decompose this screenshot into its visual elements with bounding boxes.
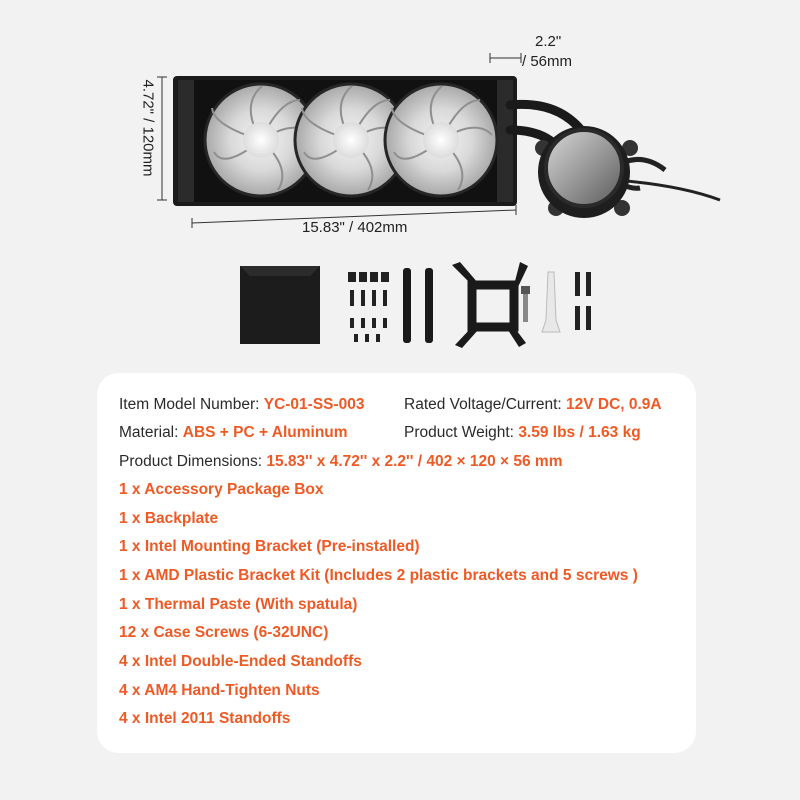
package-item: 1 x Accessory Package Box	[119, 481, 324, 498]
model-value: YC-01-SS-003	[263, 396, 365, 413]
package-item: 1 x AMD Plastic Bracket Kit (Includes 2 plastic brackets and 5 screws )	[119, 567, 638, 584]
package-item: 4 x Intel 2011 Standoffs	[119, 710, 291, 727]
material-value: ABS + PC + Aluminum	[182, 424, 348, 441]
spec-row-weight	[404, 423, 641, 443]
model-label: Item Model Number:	[119, 396, 260, 413]
width-dimension-label: 15.83" / 402mm	[302, 219, 408, 236]
dimensions-label: Product Dimensions:	[119, 453, 263, 470]
package-item: 4 x Intel Double-Ended Standoffs	[119, 653, 362, 670]
package-item: 1 x Intel Mounting Bracket (Pre-installed)	[119, 538, 420, 555]
intel-bracket	[452, 262, 528, 348]
package-item: 1 x Backplate	[119, 510, 219, 527]
spec-card	[97, 373, 696, 753]
voltage-value: 12V DC, 0.9A	[566, 396, 662, 413]
spec-row-model	[119, 395, 365, 415]
height-dimension-label: 4.72" / 120mm	[139, 79, 157, 177]
package-item: 12 x Case Screws (6-32UNC)	[119, 624, 329, 641]
material-label: Material:	[119, 424, 179, 441]
standoffs	[575, 272, 591, 330]
spec-row-voltage	[404, 395, 662, 415]
weight-value: 3.59 lbs / 1.63 kg	[518, 424, 641, 441]
spec-row-material	[119, 423, 348, 443]
product-illustration	[0, 0, 800, 370]
amd-brackets	[403, 268, 433, 343]
package-item: 1 x Thermal Paste (With spatula)	[119, 596, 358, 613]
voltage-label: Rated Voltage/Current:	[404, 396, 562, 413]
accessory-box	[240, 266, 320, 344]
depth-dimension-mm: / 56mm	[522, 53, 573, 70]
depth-dimension-inches: 2.2"	[535, 33, 562, 50]
spec-row-dimensions	[119, 452, 563, 472]
package-item: 4 x AM4 Hand-Tighten Nuts	[119, 682, 320, 699]
fan-3	[385, 84, 497, 196]
spatula	[542, 272, 560, 332]
dimensions-value: 15.83'' x 4.72'' x 2.2'' / 402 × 120 × 56 mm	[266, 453, 563, 470]
screw-set	[348, 272, 389, 342]
thermal-paste	[521, 286, 530, 322]
weight-label: Product Weight:	[404, 424, 514, 441]
